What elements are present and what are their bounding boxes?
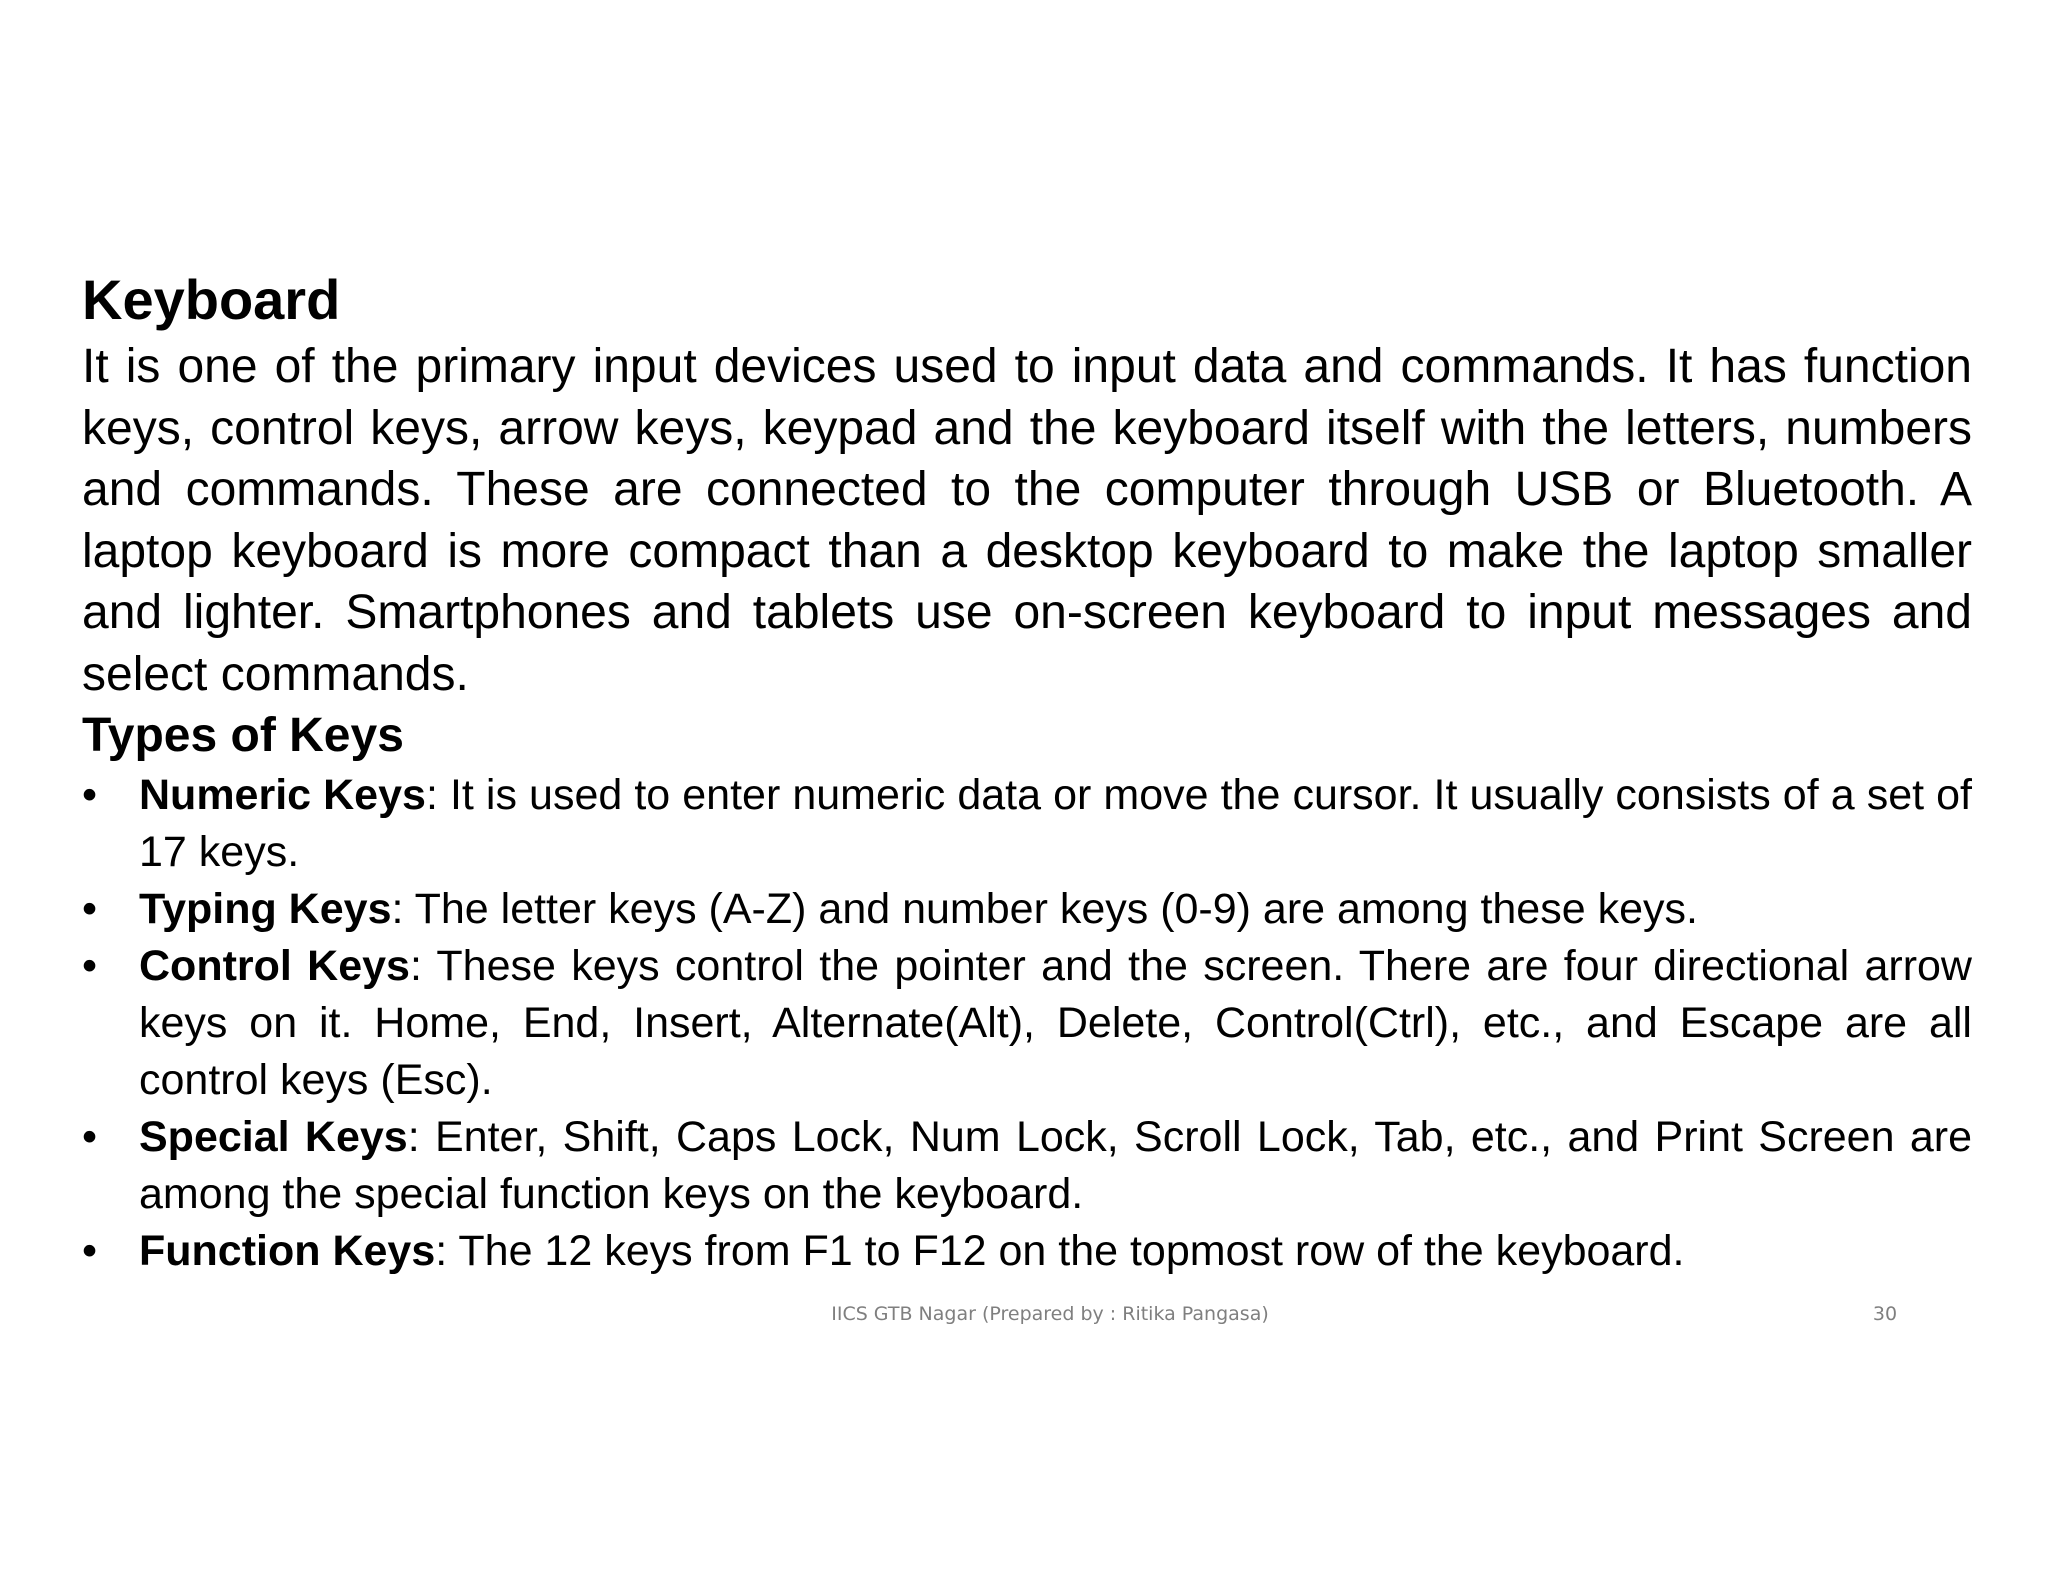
item-term: Function Keys — [139, 1227, 436, 1275]
list-item — [82, 1223, 1972, 1280]
bullet-icon: • — [82, 942, 98, 990]
bullet-icon: • — [82, 885, 98, 933]
item-term: Typing Keys — [139, 885, 392, 933]
item-description: : The 12 keys from F1 to F12 on the topmost row of the keyboard. — [435, 1227, 1685, 1275]
list-item — [82, 1109, 1972, 1223]
bullet-icon: • — [82, 1113, 98, 1161]
footer-credit: IICS GTB Nagar (Prepared by : Ritika Pangasa) — [831, 1303, 1269, 1325]
key-types-list — [82, 767, 1972, 1280]
list-item — [82, 938, 1972, 1109]
intro-paragraph: It is one of the primary input devices used to input data and commands. It has function keys, control keys, arrow keys, keypad and the keyboard itself with the letters, numbers and commands. These are connected to the computer through USB or Bluetooth. A laptop keyboard is more compact than a desktop keyboard to make the laptop smaller and lighter. Smartphones and tablets use on-screen keyboard to input messages and select commands. — [82, 340, 1972, 701]
list-item — [82, 881, 1972, 938]
list-item — [82, 767, 1972, 881]
section-subtitle: Types of Keys — [82, 709, 404, 762]
item-description: : Enter, Shift, Caps Lock, Num Lock, Scroll Lock, Tab, etc., and Print Screen are among the special function keys on the keyboard. — [139, 1113, 1972, 1218]
item-term: Special Keys — [139, 1113, 408, 1161]
bullet-icon: • — [82, 1227, 98, 1275]
page-number: 30 — [1872, 1303, 1898, 1325]
item-description: : The letter keys (A-Z) and number keys (0-9) are among these keys. — [391, 885, 1698, 933]
item-description: : These keys control the pointer and the screen. There are four directional arrow keys on it. Home, End, Insert, Alternate(Alt), Delete, Control(Ctrl), etc., and Escape are all control keys (Esc). — [139, 942, 1972, 1104]
item-term: Numeric Keys — [139, 771, 426, 819]
bullet-icon: • — [82, 771, 98, 819]
item-description: : It is used to enter numeric data or move the cursor. It usually consists of a set of 17 keys. — [139, 771, 1973, 876]
item-term: Control Keys — [139, 942, 410, 990]
slide-title: Keyboard — [82, 268, 341, 331]
slide-content — [82, 262, 1972, 1280]
